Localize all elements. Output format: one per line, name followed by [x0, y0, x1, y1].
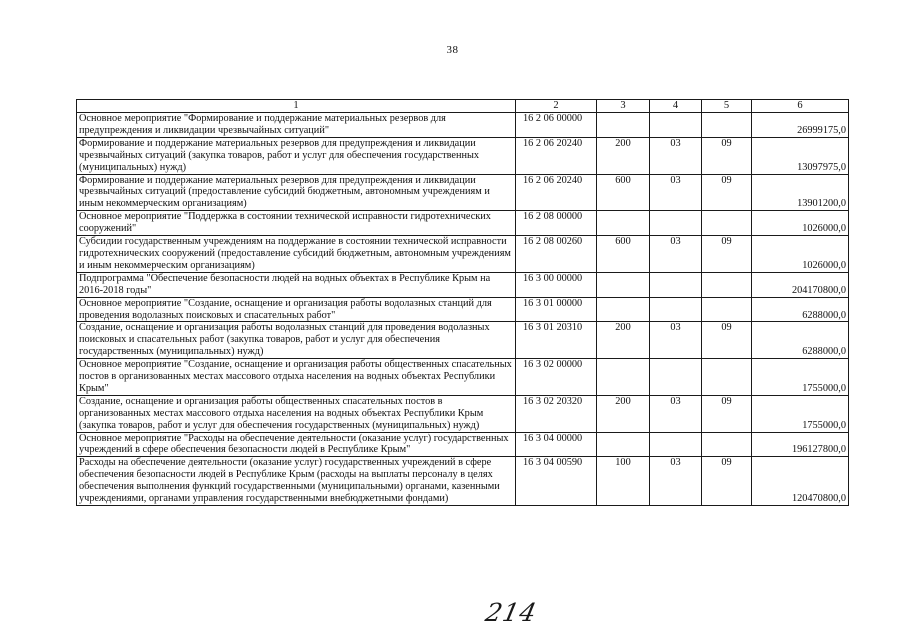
row-amount-cell: 120470800,0 [752, 457, 849, 506]
row-name-cell: Формирование и поддержание материальных резервов для предупреждения и ликвидации чрезвычайных ситуаций (предоставление субсидий бюджетным, автономным учреждениям и иным некоммерческим организациям) [77, 174, 516, 211]
row-expense-type-cell: 100 [597, 457, 650, 506]
row-expense-type-cell: 600 [597, 174, 650, 211]
row-subsection-cell: 09 [702, 457, 752, 506]
table-row [77, 359, 849, 396]
row-section-cell: 03 [650, 174, 702, 211]
row-subsection-cell: 09 [702, 322, 752, 359]
row-subsection-cell [702, 211, 752, 236]
row-subsection-cell [702, 297, 752, 322]
row-expense-type-cell [597, 297, 650, 322]
table-row [77, 137, 849, 174]
row-amount-cell: 13097975,0 [752, 137, 849, 174]
table-row [77, 113, 849, 138]
row-amount-cell: 1026000,0 [752, 211, 849, 236]
column-header: 1 [77, 100, 516, 113]
row-section-cell: 03 [650, 395, 702, 432]
row-amount-cell: 196127800,0 [752, 432, 849, 457]
row-code-cell: 16 3 02 20320 [516, 395, 597, 432]
row-expense-type-cell: 600 [597, 236, 650, 273]
row-section-cell: 03 [650, 322, 702, 359]
row-expense-type-cell [597, 432, 650, 457]
column-header: 5 [702, 100, 752, 113]
column-header: 3 [597, 100, 650, 113]
row-amount-cell: 204170800,0 [752, 272, 849, 297]
table-row [77, 211, 849, 236]
table-row [77, 322, 849, 359]
row-code-cell: 16 2 06 00000 [516, 113, 597, 138]
table-row [77, 236, 849, 273]
row-name-cell: Субсидии государственным учреждениям на поддержание в состоянии технической исправности гидротехнических сооружений (предоставление субсидий бюджетным, автономным учреждениям и иным некоммерческим организациям) [77, 236, 516, 273]
row-code-cell: 16 3 01 00000 [516, 297, 597, 322]
row-amount-cell: 6288000,0 [752, 322, 849, 359]
row-expense-type-cell [597, 359, 650, 396]
row-name-cell: Основное мероприятие "Поддержка в состоянии технической исправности гидротехнических сооружений" [77, 211, 516, 236]
row-section-cell [650, 211, 702, 236]
row-name-cell: Расходы на обеспечение деятельности (оказание услуг) государственных учреждений в сфере обеспечения безопасности людей в Республике Крым (расходы на выплаты персоналу в целях обеспечения выполнения функций государственными (муниципальными) органами, казенными учреждениями, органами управления государственными внебюджетными фондами) [77, 457, 516, 506]
table-row [77, 395, 849, 432]
row-name-cell: Формирование и поддержание материальных резервов для предупреждения и ликвидации чрезвычайных ситуаций (закупка товаров, работ и услуг для обеспечения государственных (муниципальных) нужд) [77, 137, 516, 174]
table-header-row [77, 100, 849, 113]
row-expense-type-cell: 200 [597, 322, 650, 359]
row-code-cell: 16 3 00 00000 [516, 272, 597, 297]
table-row [77, 457, 849, 506]
table-row [77, 297, 849, 322]
column-header: 4 [650, 100, 702, 113]
row-name-cell: Подпрограмма "Обеспечение безопасности людей на водных объектах в Республике Крым на 2016-2018 годы" [77, 272, 516, 297]
row-amount-cell: 1755000,0 [752, 359, 849, 396]
page-number: 38 [446, 44, 459, 56]
row-expense-type-cell: 200 [597, 395, 650, 432]
row-name-cell: Создание, оснащение и организация работы водолазных станций для проведения водолазных поисковых и спасательных работ (закупка товаров, работ и услуг для обеспечения государственных (муниципальных) нужд) [77, 322, 516, 359]
row-code-cell: 16 3 04 00000 [516, 432, 597, 457]
row-code-cell: 16 3 01 20310 [516, 322, 597, 359]
row-section-cell [650, 113, 702, 138]
row-amount-cell: 13901200,0 [752, 174, 849, 211]
row-code-cell: 16 3 04 00590 [516, 457, 597, 506]
row-name-cell: Основное мероприятие "Формирование и поддержание материальных резервов для предупреждения и ликвидации чрезвычайных ситуаций" [77, 113, 516, 138]
row-subsection-cell: 09 [702, 236, 752, 273]
row-code-cell: 16 2 06 20240 [516, 174, 597, 211]
row-expense-type-cell [597, 272, 650, 297]
row-amount-cell: 1755000,0 [752, 395, 849, 432]
row-subsection-cell: 09 [702, 174, 752, 211]
row-code-cell: 16 2 08 00000 [516, 211, 597, 236]
row-subsection-cell: 09 [702, 137, 752, 174]
row-amount-cell: 1026000,0 [752, 236, 849, 273]
handwritten-page-note: 214 [482, 598, 540, 627]
row-expense-type-cell [597, 113, 650, 138]
column-header: 2 [516, 100, 597, 113]
row-name-cell: Основное мероприятие "Создание, оснащение и организация работы общественных спасательных постов в организованных местах массового отдыха населения на водных объектах Республики Крым" [77, 359, 516, 396]
row-subsection-cell [702, 359, 752, 396]
row-name-cell: Основное мероприятие "Создание, оснащение и организация работы водолазных станций для проведения водолазных поисковых и спасательных работ" [77, 297, 516, 322]
row-section-cell [650, 272, 702, 297]
row-code-cell: 16 2 08 00260 [516, 236, 597, 273]
row-subsection-cell [702, 272, 752, 297]
table-row [77, 432, 849, 457]
row-amount-cell: 26999175,0 [752, 113, 849, 138]
table-row [77, 272, 849, 297]
row-expense-type-cell: 200 [597, 137, 650, 174]
row-amount-cell: 6288000,0 [752, 297, 849, 322]
budget-table [76, 99, 849, 506]
row-code-cell: 16 2 06 20240 [516, 137, 597, 174]
row-code-cell: 16 3 02 00000 [516, 359, 597, 396]
row-section-cell: 03 [650, 457, 702, 506]
row-section-cell: 03 [650, 236, 702, 273]
row-section-cell [650, 359, 702, 396]
row-name-cell: Создание, оснащение и организация работы общественных спасательных постов в организованных местах массового отдыха населения на водных объектах Республики Крым (закупка товаров, работ и услуг для обеспечения государственных (муниципальных) нужд) [77, 395, 516, 432]
table-row [77, 174, 849, 211]
row-section-cell: 03 [650, 137, 702, 174]
column-header: 6 [752, 100, 849, 113]
row-subsection-cell [702, 432, 752, 457]
row-subsection-cell: 09 [702, 395, 752, 432]
row-expense-type-cell [597, 211, 650, 236]
row-section-cell [650, 432, 702, 457]
row-subsection-cell [702, 113, 752, 138]
row-section-cell [650, 297, 702, 322]
row-name-cell: Основное мероприятие "Расходы на обеспечение деятельности (оказание услуг) государственных учреждений в сфере обеспечения безопасности людей в Республике Крым" [77, 432, 516, 457]
